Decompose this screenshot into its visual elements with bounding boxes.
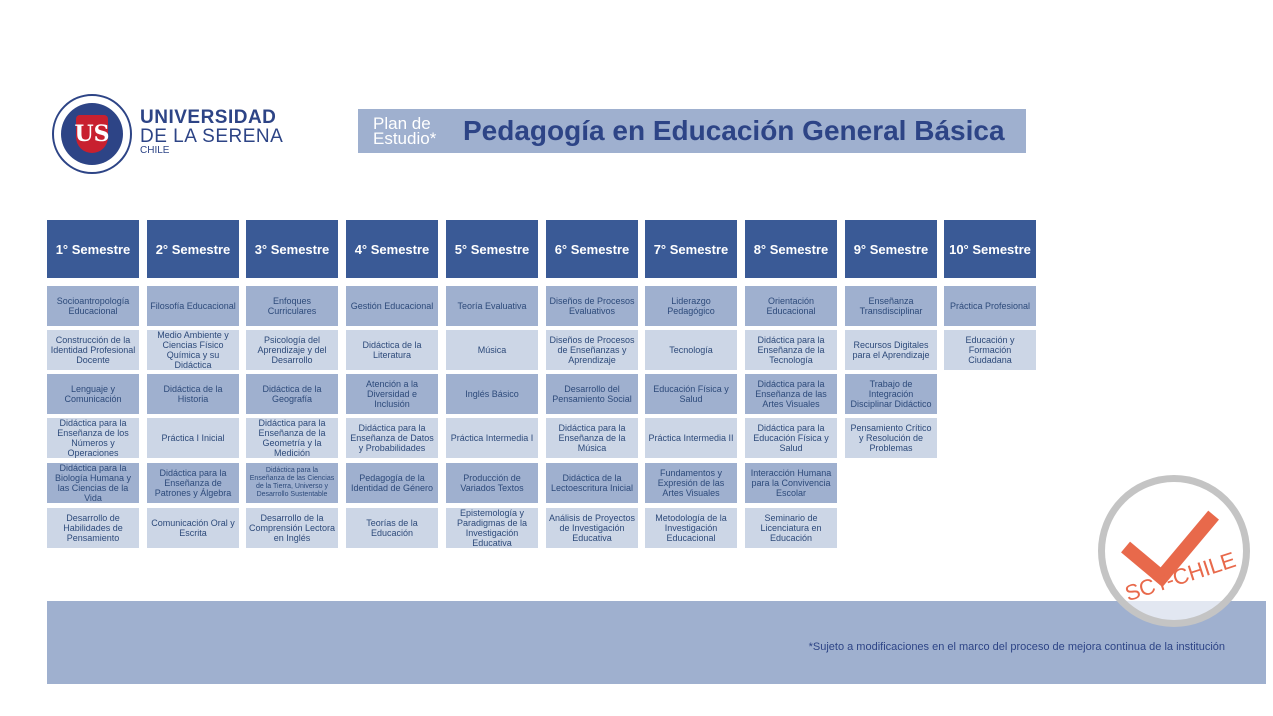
course-cell: Pedagogía de la Identidad de Género bbox=[346, 463, 438, 503]
stamp-text: SCT-CHILE bbox=[1121, 546, 1239, 607]
course-cell: Desarrollo de Habilidades de Pensamiento bbox=[47, 508, 139, 548]
course-cell: Didáctica de la Lectoescritura Inicial bbox=[546, 463, 638, 503]
course-cell: Enseñanza Transdisciplinar bbox=[845, 286, 937, 326]
course-cell: Análisis de Proyectos de Investigación Educativa bbox=[546, 508, 638, 548]
semester-header: 8° Semestre bbox=[745, 220, 837, 278]
course-cell: Didáctica para la Biología Humana y las Ciencias de la Vida bbox=[47, 463, 139, 503]
course-cell: Pensamiento Crítico y Resolución de Problemas bbox=[845, 418, 937, 458]
semester-column bbox=[944, 220, 1036, 365]
course-cell: Comunicación Oral y Escrita bbox=[147, 508, 239, 548]
course-cell: Educación Física y Salud bbox=[645, 374, 737, 414]
semester-header: 4° Semestre bbox=[346, 220, 438, 278]
course-cell: Construcción de la Identidad Profesional Docente bbox=[47, 330, 139, 370]
course-cell: Teorías de la Educación bbox=[346, 508, 438, 548]
course-cell: Desarrollo del Pensamiento Social bbox=[546, 374, 638, 414]
course-cell: Práctica I Inicial bbox=[147, 418, 239, 458]
semester-header: 1° Semestre bbox=[47, 220, 139, 278]
title-bar bbox=[358, 109, 1026, 153]
semester-header: 5° Semestre bbox=[446, 220, 538, 278]
course-cell: Didáctica para la Enseñanza de los Números y Operaciones bbox=[47, 418, 139, 458]
course-cell: Metodología de la Investigación Educacional bbox=[645, 508, 737, 548]
course-cell: Didáctica para la Educación Física y Salud bbox=[745, 418, 837, 458]
course-cell: Producción de Variados Textos bbox=[446, 463, 538, 503]
course-cell: Medio Ambiente y Ciencias Físico Química y su Didáctica bbox=[147, 330, 239, 370]
course-cell: Teoría Evaluativa bbox=[446, 286, 538, 326]
course-cell: Diseños de Procesos Evaluativos bbox=[546, 286, 638, 326]
course-cell: Didáctica para la Enseñanza de las Ciencias de la Tierra, Universo y Desarrollo Sustentable bbox=[246, 463, 338, 503]
course-cell: Gestión Educacional bbox=[346, 286, 438, 326]
semester-column bbox=[346, 220, 438, 538]
semester-column bbox=[546, 220, 638, 543]
semester-header: 3° Semestre bbox=[246, 220, 338, 278]
seal-inner bbox=[61, 103, 123, 165]
course-cell: Didáctica para la Enseñanza de la Música bbox=[546, 418, 638, 458]
semester-column bbox=[745, 220, 837, 543]
course-cell: Orientación Educacional bbox=[745, 286, 837, 326]
course-cell: Práctica Intermedia I bbox=[446, 418, 538, 458]
course-cell: Didáctica para la Enseñanza de las Artes Visuales bbox=[745, 374, 837, 414]
course-cell: Didáctica para la Enseñanza de Datos y Probabilidades bbox=[346, 418, 438, 458]
plan-label: Plan de Estudio* bbox=[373, 114, 437, 148]
course-cell: Psicología del Aprendizaje y del Desarrollo bbox=[246, 330, 338, 370]
semester-header: 6° Semestre bbox=[546, 220, 638, 278]
footnote: *Sujeto a modificaciones en el marco del proceso de mejora continua de la institución bbox=[808, 641, 1225, 653]
course-cell: Enfoques Curriculares bbox=[246, 286, 338, 326]
course-cell: Liderazgo Pedagógico bbox=[645, 286, 737, 326]
course-cell: Didáctica de la Literatura bbox=[346, 330, 438, 370]
semester-header: 7° Semestre bbox=[645, 220, 737, 278]
course-cell: Desarrollo de la Comprensión Lectora en Inglés bbox=[246, 508, 338, 548]
semester-header: 2° Semestre bbox=[147, 220, 239, 278]
course-cell: Educación y Formación Ciudadana bbox=[944, 330, 1036, 370]
course-cell: Interacción Humana para la Convivencia Escolar bbox=[745, 463, 837, 503]
course-cell: Fundamentos y Expresión de las Artes Visuales bbox=[645, 463, 737, 503]
semester-column bbox=[47, 220, 139, 543]
shield-icon: US bbox=[76, 115, 108, 153]
university-seal-logo bbox=[52, 94, 132, 174]
page-title: Pedagogía en Educación General Básica bbox=[463, 115, 1005, 146]
course-cell: Socioantropología Educacional bbox=[47, 286, 139, 326]
university-name-line3: CHILE bbox=[140, 145, 170, 156]
sct-chile-stamp bbox=[1098, 475, 1250, 627]
course-cell: Didáctica para la Enseñanza de la Tecnología bbox=[745, 330, 837, 370]
course-cell: Inglés Básico bbox=[446, 374, 538, 414]
semester-header: 9° Semestre bbox=[845, 220, 937, 278]
course-cell: Música bbox=[446, 330, 538, 370]
semester-column bbox=[645, 220, 737, 543]
university-name-line1: UNIVERSIDAD bbox=[140, 107, 277, 128]
course-cell: Tecnología bbox=[645, 330, 737, 370]
course-cell: Práctica Profesional bbox=[944, 286, 1036, 326]
semester-column bbox=[147, 220, 239, 538]
course-cell: Epistemología y Paradigmas de la Investigación Educativa bbox=[446, 508, 538, 548]
university-name-line2: DE LA SERENA bbox=[140, 126, 284, 147]
university-name bbox=[140, 108, 283, 156]
course-cell: Didáctica para la Enseñanza de la Geometría y la Medición bbox=[246, 418, 338, 458]
course-cell: Didáctica de la Geografía bbox=[246, 374, 338, 414]
course-cell: Lenguaje y Comunicación bbox=[47, 374, 139, 414]
footer-band bbox=[47, 601, 1266, 684]
course-cell: Trabajo de Integración Disciplinar Didáctico bbox=[845, 374, 937, 414]
course-cell: Filosofía Educacional bbox=[147, 286, 239, 326]
semester-column bbox=[446, 220, 538, 548]
course-cell: Diseños de Procesos de Enseñanzas y Aprendizaje bbox=[546, 330, 638, 370]
course-cell: Didáctica para la Enseñanza de Patrones y Álgebra bbox=[147, 463, 239, 503]
course-cell: Seminario de Licenciatura en Educación bbox=[745, 508, 837, 548]
course-cell: Recursos Digitales para el Aprendizaje bbox=[845, 330, 937, 370]
semester-header: 10° Semestre bbox=[944, 220, 1036, 278]
course-cell: Atención a la Diversidad e Inclusión bbox=[346, 374, 438, 414]
semester-column bbox=[246, 220, 338, 543]
course-cell: Práctica Intermedia II bbox=[645, 418, 737, 458]
course-cell: Didáctica de la Historia bbox=[147, 374, 239, 414]
semester-column bbox=[845, 220, 937, 453]
